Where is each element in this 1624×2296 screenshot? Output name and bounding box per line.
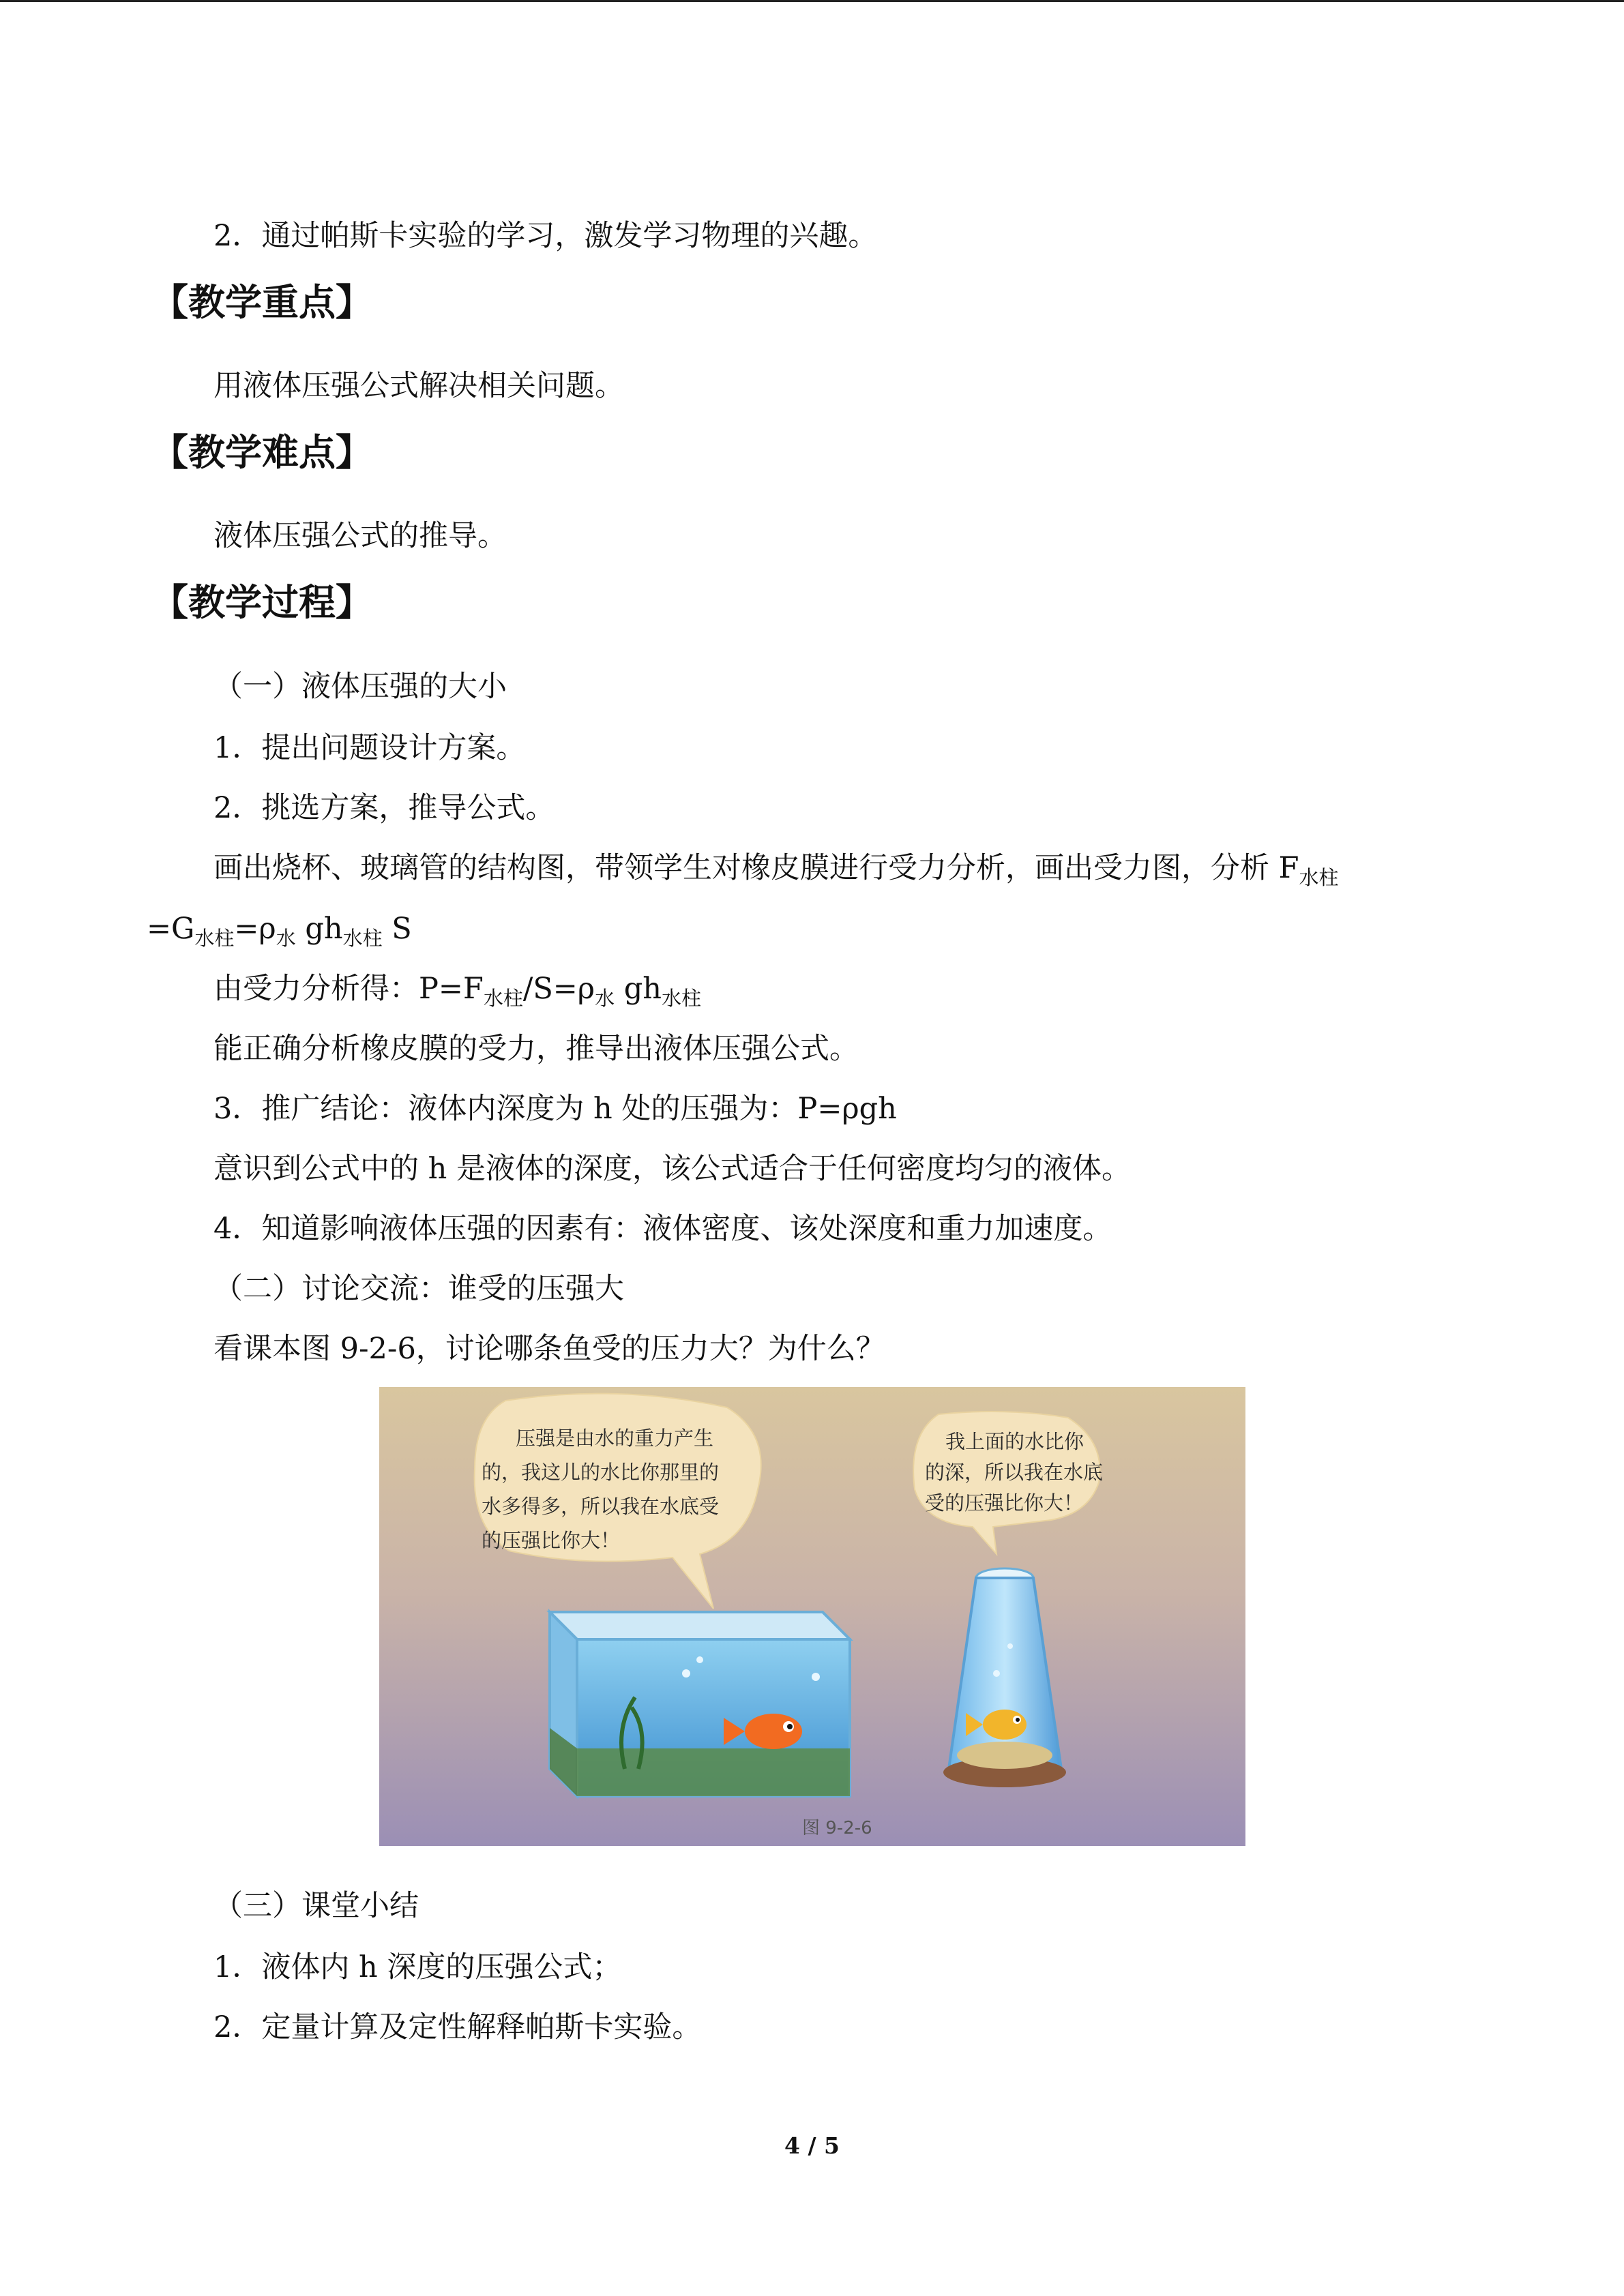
bubble-left-line-3: 水多得多，所以我在水底受 xyxy=(482,1495,720,1518)
part3-item-1: 1．液体内 h 深度的压强公式； xyxy=(213,1950,622,1984)
bubble-right-line-1: 我上面的水比你 xyxy=(945,1430,1084,1453)
analysis-text xyxy=(213,848,1339,889)
equation-part: S xyxy=(382,912,412,946)
bubble-left-line-4: 的压强比你大！ xyxy=(482,1529,621,1552)
derivation-part: /S=ρ xyxy=(522,972,595,1006)
part1-step-2: 2．挑选方案，推导公式。 xyxy=(213,791,555,825)
part3-title: （三）课堂小结 xyxy=(213,1889,419,1923)
objective-item-2: 2．通过帕斯卡实验的学习，激发学习物理的兴趣。 xyxy=(213,219,878,253)
bubble-right-line-3: 受的压强比你大！ xyxy=(925,1491,1084,1515)
top-rule xyxy=(0,0,1624,2)
analysis-text-main: 画出烧杯、玻璃管的结构图，带领学生对橡皮膜进行受力分析，画出受力图，分析 F xyxy=(213,851,1299,885)
difficulty-text: 液体压强公式的推导。 xyxy=(213,519,507,553)
bubble-left-line-1: 压强是由水的重力产生 xyxy=(516,1427,714,1450)
part1-step-4: 4．知道影响液体压强的因素有：液体密度、该处深度和重力加速度。 xyxy=(213,1212,1112,1246)
difficulty-heading: 【教学难点】 xyxy=(151,431,372,474)
part2-title: （二）讨论交流：谁受的压强大 xyxy=(213,1272,624,1306)
pressure-derivation xyxy=(213,968,701,1009)
subscript-water: 水 xyxy=(276,927,296,950)
subscript-water-column: 水柱 xyxy=(342,927,383,950)
fish-tank-illustration xyxy=(550,1612,850,1796)
subscript-water-column: 水柱 xyxy=(194,927,235,950)
process-heading: 【教学过程】 xyxy=(151,581,372,624)
part1-step-1: 1．提出问题设计方案。 xyxy=(213,731,526,765)
gravity-equation xyxy=(147,908,412,949)
bubble-left-line-2: 的，我这儿的水比你那里的 xyxy=(482,1461,720,1484)
equation-part: =ρ xyxy=(234,912,276,946)
subscript-water-column: 水柱 xyxy=(662,987,702,1010)
part1-step-3: 3．推广结论：液体内深度为 h 处的压强为：P=ρgh xyxy=(213,1092,897,1126)
equation-part: =G xyxy=(147,912,195,946)
page-number: 4 / 5 xyxy=(784,2132,840,2159)
key-point-text: 用液体压强公式解决相关问题。 xyxy=(213,369,624,403)
equation-part: gh xyxy=(295,912,343,946)
part2-question: 看课本图 9-2-6，讨论哪条鱼受的压力大？为什么？ xyxy=(213,1332,885,1366)
awareness-text: 意识到公式中的 h 是液体的深度，该公式适合于任何密度均匀的液体。 xyxy=(213,1152,1132,1186)
derivation-part: 由受力分析得：P=F xyxy=(213,972,484,1006)
subscript-water: 水 xyxy=(595,987,615,1010)
subscript-water-column: 水柱 xyxy=(483,987,523,1010)
fish-tank-figure xyxy=(379,1387,1245,1846)
ability-text: 能正确分析橡皮膜的受力，推导出液体压强公式。 xyxy=(213,1032,859,1066)
bubble-right-line-2: 的深，所以我在水底 xyxy=(925,1461,1104,1484)
part3-item-2: 2．定量计算及定性解释帕斯卡实验。 xyxy=(213,2010,702,2044)
subscript-water-column: 水柱 xyxy=(1299,866,1339,889)
figure-caption: 图 9-2-6 xyxy=(802,1818,872,1838)
derivation-part: gh xyxy=(615,972,662,1006)
key-point-heading: 【教学重点】 xyxy=(151,281,372,324)
part1-title: （一）液体压强的大小 xyxy=(213,670,507,704)
